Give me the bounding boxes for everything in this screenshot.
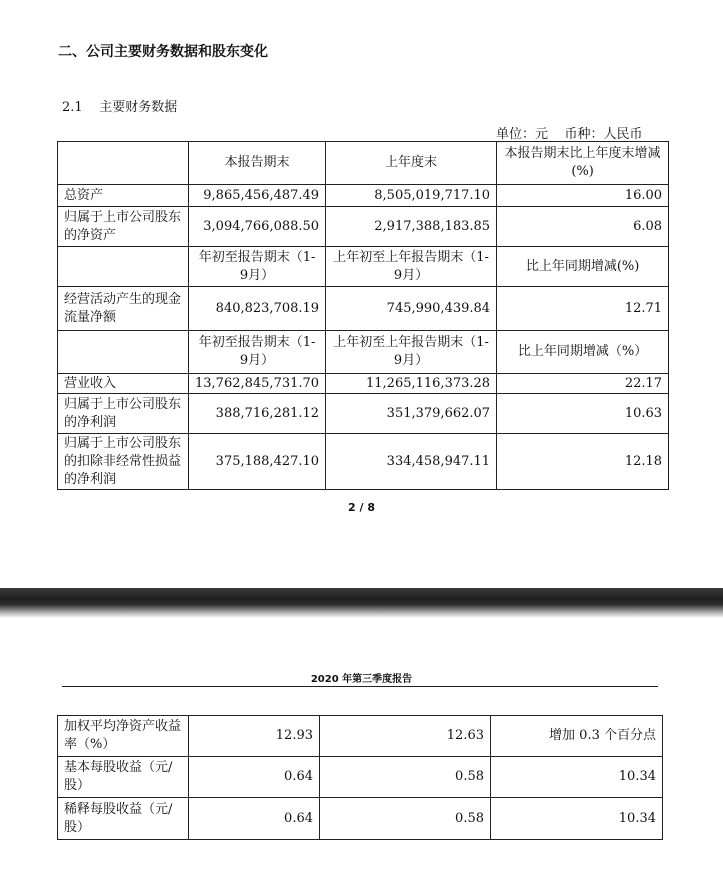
cell-prior: 8,505,019,717.10 [326, 185, 497, 207]
header-rule [62, 686, 658, 687]
row-label: 归属于上市公司股东的净资产 [58, 207, 189, 247]
unit-currency-note: 单位：元 币种：人民币 [496, 127, 643, 142]
cell-change: 22.17 [497, 374, 669, 394]
col-header-prior-year-end: 上年度末 [326, 142, 497, 185]
col-header-ytd: 年初至报告期末（1-9月） [189, 247, 326, 287]
cell-change: 10.34 [491, 798, 663, 840]
cell-change: 16.00 [497, 185, 669, 207]
table-header-row [58, 142, 669, 185]
cell-change: 12.71 [497, 287, 669, 331]
table-row [58, 434, 669, 490]
cell-change: 10.63 [497, 394, 669, 434]
row-label: 归属于上市公司股东的扣除非经常性损益的净利润 [58, 434, 189, 490]
table-row [58, 757, 663, 798]
table-row [58, 798, 663, 840]
cell-prior: 0.58 [320, 757, 491, 798]
table-header-empty [58, 142, 189, 185]
row-label: 总资产 [58, 185, 189, 207]
table-subheader-row [58, 331, 669, 374]
cell-current: 9,865,456,487.49 [189, 185, 326, 207]
section-title: 二、公司主要财务数据和股东变化 [58, 44, 268, 60]
financial-data-table-page-2 [57, 141, 669, 490]
cell-current: 388,716,281.12 [189, 394, 326, 434]
cell-current: 840,823,708.19 [189, 287, 326, 331]
cell-change: 10.34 [491, 757, 663, 798]
table-row [58, 207, 669, 247]
table-row [58, 716, 663, 757]
cell-prior: 0.58 [320, 798, 491, 840]
cell-prior: 11,265,116,373.28 [326, 374, 497, 394]
cell-prior: 334,458,947.11 [326, 434, 497, 490]
cell-prior: 745,990,439.84 [326, 287, 497, 331]
col-header-prior-ytd: 上年初至上年报告期末（1-9月） [326, 331, 497, 374]
cell-change: 12.18 [497, 434, 669, 490]
table-row [58, 185, 669, 207]
subsection-title: 2.1 主要财务数据 [62, 100, 178, 115]
cell-current: 375,188,427.10 [189, 434, 326, 490]
cell-change: 6.08 [497, 207, 669, 247]
table-row [58, 287, 669, 331]
col-header-yoy-change: 比上年同期增减(%) [497, 247, 669, 287]
table-subheader-row [58, 247, 669, 287]
cell-prior: 351,379,662.07 [326, 394, 497, 434]
cell-prior: 2,917,388,183.85 [326, 207, 497, 247]
col-header-prior-ytd: 上年初至上年报告期末（1-9月） [326, 247, 497, 287]
col-header-change-vs-prior-year-end: 本报告期末比上年度末增减(%) [497, 142, 669, 185]
cell-current: 12.93 [189, 716, 320, 757]
row-label: 经营活动产生的现金流量净额 [58, 287, 189, 331]
page-number: 2 / 8 [348, 501, 375, 514]
cell-current: 13,762,845,731.70 [189, 374, 326, 394]
cell-current: 0.64 [189, 757, 320, 798]
row-label: 归属于上市公司股东的净利润 [58, 394, 189, 434]
cell-current: 0.64 [189, 798, 320, 840]
table-header-empty [58, 331, 189, 374]
table-header-empty [58, 247, 189, 287]
row-label: 基本每股收益（元/股） [58, 757, 189, 798]
running-header: 2020 年第三季度报告 [310, 674, 413, 685]
col-header-yoy-change: 比上年同期增减（%） [497, 331, 669, 374]
table-row [58, 374, 669, 394]
cell-prior: 12.63 [320, 716, 491, 757]
col-header-ytd: 年初至报告期末（1-9月） [189, 331, 326, 374]
row-label: 营业收入 [58, 374, 189, 394]
page-separator [0, 588, 723, 618]
cell-change: 增加 0.3 个百分点 [491, 716, 663, 757]
financial-data-table-page-3 [57, 715, 663, 840]
col-header-current-period-end: 本报告期末 [189, 142, 326, 185]
table-row [58, 394, 669, 434]
row-label: 加权平均净资产收益率（%） [58, 716, 189, 757]
cell-current: 3,094,766,088.50 [189, 207, 326, 247]
row-label: 稀释每股收益（元/股） [58, 798, 189, 840]
